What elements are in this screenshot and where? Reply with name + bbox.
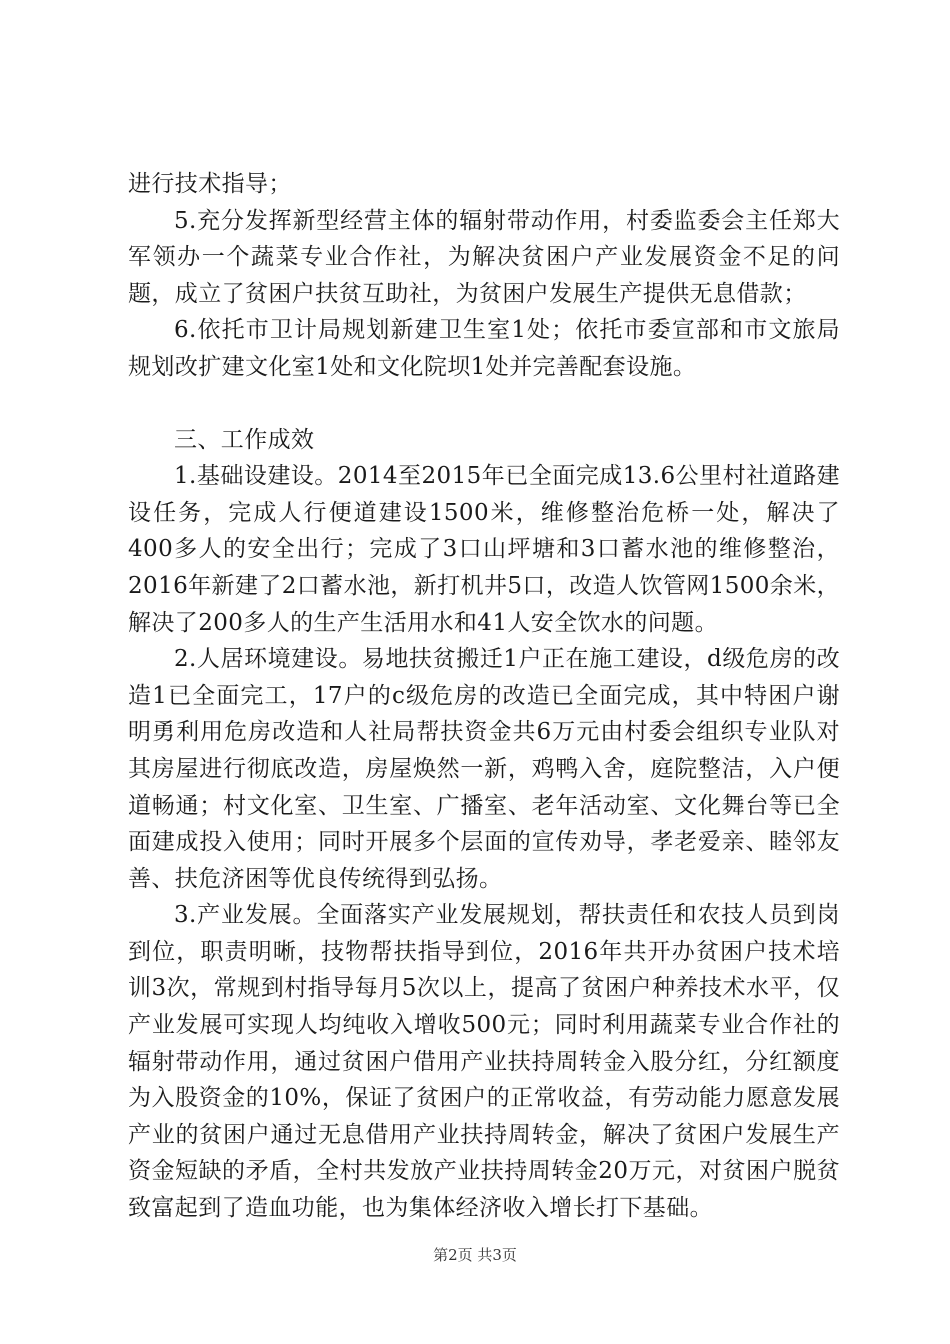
page-footer: 第2页 共3页 xyxy=(433,1246,517,1264)
section-heading: 三、工作成效 xyxy=(174,426,315,453)
document-body xyxy=(128,166,840,1227)
paragraph-item-6: 6.依托市卫计局规划新建卫生室1处；依托市委宣部和市文旅局规划改扩建文化室1处和文化院坝1处并完善配套设施。 xyxy=(128,317,840,380)
paragraph-result-1: 1.基础设建设。2014至2015年已全面完成13.6公里村社道路建设任务，完成人行便道建设1500米，维修整治危桥一处，解决了400多人的安全出行；完成了3口山坪塘和3口蓄水池的维修整治，2016年新建了2口蓄水池，新打机井5口，改造人饮管网1500余米，解决了200多人的生产生活用水和41人安全饮水的问题。 xyxy=(128,463,840,636)
paragraph-result-3: 3.产业发展。全面落实产业发展规划，帮扶责任和农技人员到岗到位，职责明晰，技物帮扶指导到位，2016年共开办贫困户技术培训3次，常规到村指导每月5次以上，提高了贫困户种养技术水平，仅产业发展可实现人均纯收入增收500元；同时利用蔬菜专业合作社的辐射带动作用，通过贫困户借用产业扶持周转金入股分红，分红额度为入股资金的10%，保证了贫困户的正常收益，有劳动能力愿意发展产业的贫困户通过无息借用产业扶持周转金，解决了贫困户发展生产资金短缺的矛盾，全村共发放产业扶持周转金20万元，对贫困户脱贫致富起到了造血功能，也为集体经济收入增长打下基础。 xyxy=(128,902,840,1222)
paragraph-result-2: 2.人居环境建设。易地扶贫搬迁1户正在施工建设，d级危房的改造1已全面完工，17户的c级危房的改造已全面完成，其中特困户谢明勇利用危房改造和人社局帮扶资金共6万元由村委会组织专业队对其房屋进行彻底改造，房屋焕然一新，鸡鸭入舍，庭院整洁，入户便道畅通；村文化室、卫生室、广播室、老年活动室、文化舞台等已全面建成投入使用；同时开展多个层面的宣传劝导，孝老爱亲、睦邻友善、扶危济困等优良传统得到弘扬。 xyxy=(128,646,840,892)
paragraph-item-5: 5.充分发挥新型经营主体的辐射带动作用，村委监委会主任郑大军领办一个蔬菜专业合作社，为解决贫困户产业发展资金不足的问题，成立了贫困户扶贫互助社，为贫困户发展生产提供无息借款； xyxy=(128,207,840,307)
paragraph-continuation: 进行技术指导； xyxy=(128,171,292,197)
